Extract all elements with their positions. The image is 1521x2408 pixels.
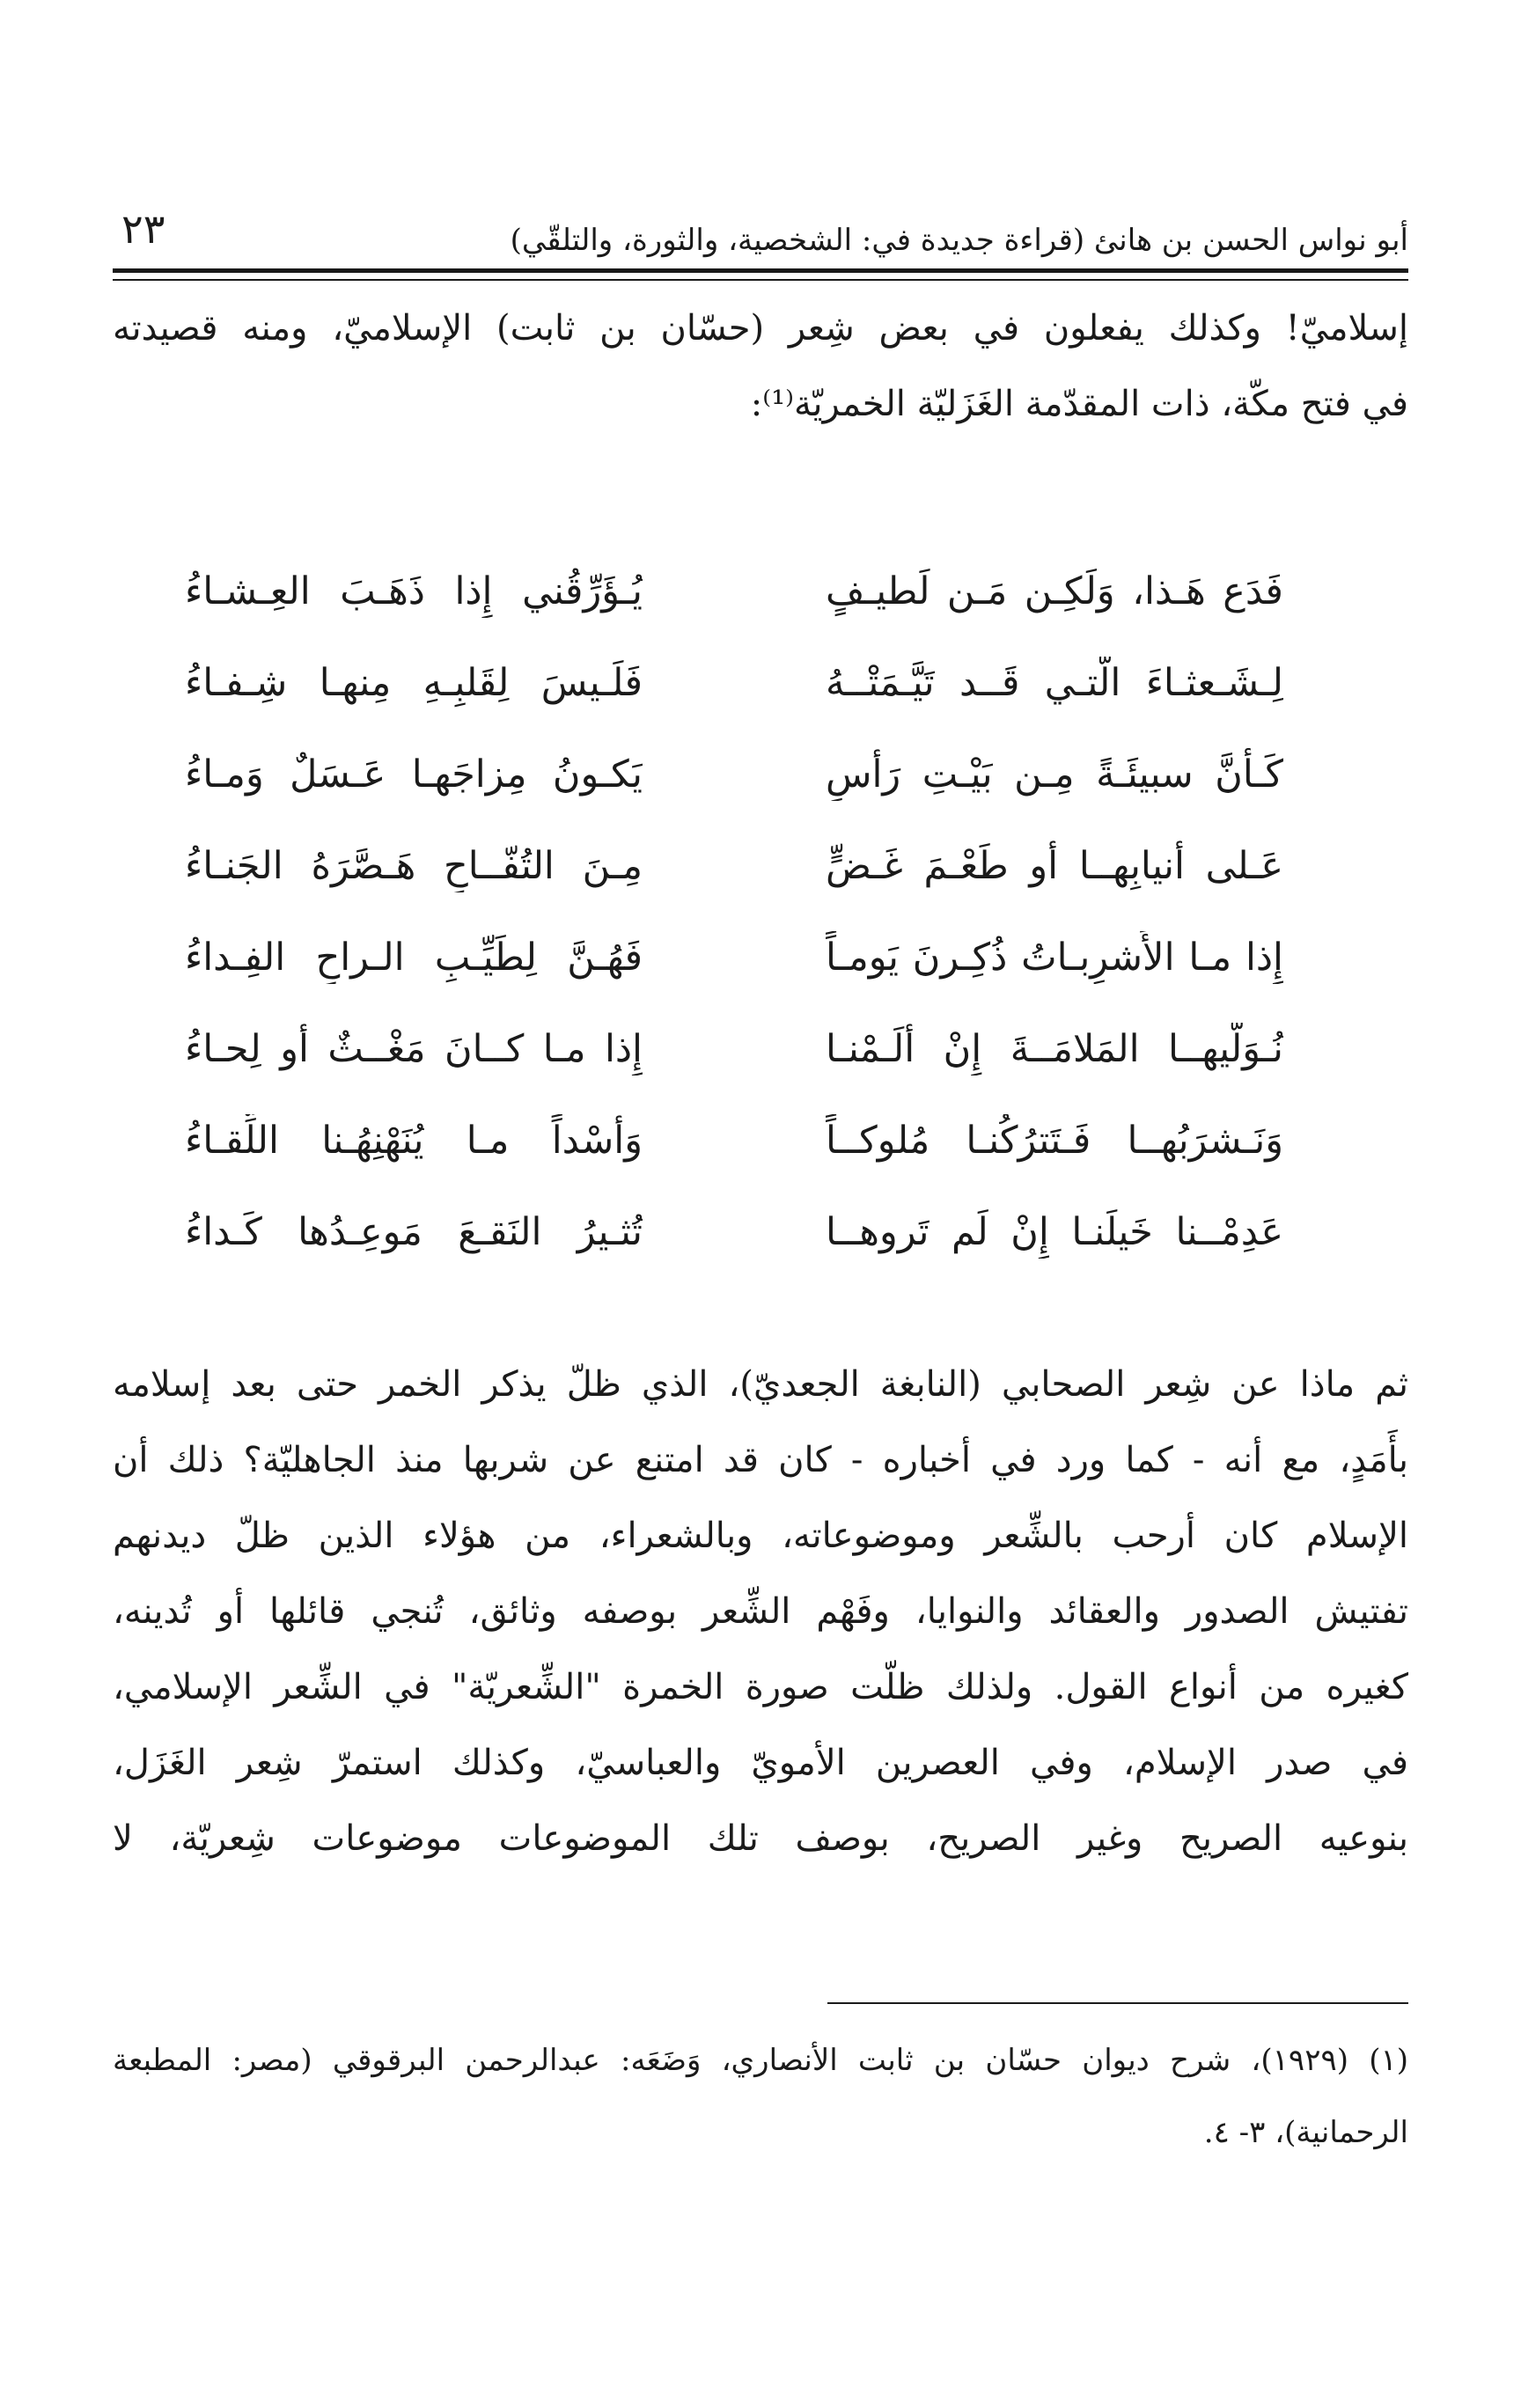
- body-paragraph: [113, 1347, 1408, 1876]
- verse-second-hemistich: وَأُسْداً مـا يُنَهْنِهُـنا اللِّقـاءُ: [185, 1119, 643, 1163]
- verse-first-hemistich: عَـلى أَنيابِهــا أَو طَعْـمَ غَـضٍّ: [826, 844, 1283, 888]
- intro-line: في فتح مكّة، ذات المقدّمة الغَزَليّة الخمريّة⁽¹⁾:: [750, 384, 1408, 424]
- verse-second-hemistich: إِذا مـا كــانَ مَغْــثٌ أَو لِحـاءُ: [185, 1027, 643, 1071]
- verse-second-hemistich: فَهُـنَّ لِطَيِّـبِ الـراحِ الفِـداءُ: [185, 936, 643, 980]
- footnote-line: الرحمانية)، ٣- ٤.: [1203, 2115, 1408, 2150]
- paragraph-line: الإسلام كان أرحب بالشِّعر وموضوعاته، وبالشعراء، من هؤلاء الذين ظلّ ديدنهم: [113, 1516, 1408, 1556]
- verse-first-hemistich: لِـشَـعثـاءَ الَّتـي قَــد تَيَّـمَتْــهُ: [826, 661, 1283, 705]
- paragraph-line: ثم ماذا عن شِعر الصحابي (النابغة الجعديّ)، الذي ظلّ يذكر الخمر حتى بعد إسلامه: [113, 1364, 1408, 1405]
- verse-second-hemistich: فَلَـيسَ لِقَلبِـهِ مِنهـا شِـفـاءُ: [185, 661, 643, 705]
- intro-line: إسلاميّ! وكذلك يفعلون في بعض شِعر (حسّان بن ثابت) الإسلاميّ، ومنه قصيدته: [113, 308, 1408, 349]
- verse-first-hemistich: نُـوَلّيهــا المَلامَــةَ إِنْ أَلَـمْنـا: [826, 1027, 1283, 1071]
- running-head: أبو نواس الحسن بن هانئ (قراءة جديدة في: الشخصية، والثورة، والتلقّي): [510, 223, 1408, 258]
- poem-verse: [185, 1003, 1283, 1095]
- poem-verse: [185, 912, 1283, 1003]
- paragraph-line: في صدر الإسلام، وفي العصرين الأمويّ والعباسيّ، وكذلك استمرّ شِعر الغَزَل،: [113, 1743, 1408, 1783]
- poem-verse: [185, 820, 1283, 912]
- verse-first-hemistich: إِذا مـا الأَشرِبـاتُ ذُكِـرنَ يَومـاً: [826, 936, 1283, 980]
- footnote: [113, 2024, 1408, 2169]
- poem-verse: [185, 637, 1283, 729]
- page-number: ٢٣: [121, 205, 165, 253]
- verse-second-hemistich: تُثـيرُ النَقـعَ مَوعِـدُها كَـداءُ: [185, 1210, 643, 1254]
- poem: [185, 546, 1283, 1278]
- header-rule-thin: [113, 279, 1408, 281]
- footnote-separator: [827, 2002, 1408, 2004]
- paragraph-line: بنوعيه الصريح وغير الصريح، بوصف تلك الموضوعات موضوعات شِعريّة، لا: [113, 1818, 1408, 1859]
- verse-first-hemistich: فَدَع هَـذا، وَلَكِـن مَـن لَطيـفٍ: [826, 569, 1283, 613]
- footnote-line: (١) (١٩٢٩)، شرح ديوان حسّان بن ثابت الأنصاري، وَضَعَه: عبدالرحمن البرقوقي (مصر: المطبعة: [113, 2043, 1408, 2078]
- verse-second-hemistich: مِـنَ التُفّــاحِ هَـصَّرَهُ الجَنـاءُ: [185, 844, 643, 888]
- paragraph-line: كغيره من أنواع القول. ولذلك ظلّت صورة الخمرة "الشِّعريّة" في الشِّعر الإسلامي،: [113, 1667, 1408, 1707]
- paragraph-line: تفتيش الصدور والعقائد والنوايا، وفَهْم الشِّعر بوصفه وثائق، تُنجي قائلها أو تُدينه،: [113, 1591, 1408, 1632]
- verse-second-hemistich: يَكـونُ مِزاجَهـا عَـسَلٌ وَمـاءُ: [185, 752, 643, 797]
- verse-first-hemistich: عَدِمْــنا خَيلَنـا إِنْ لَم تَروهــا: [826, 1210, 1283, 1254]
- poem-verse: [185, 546, 1283, 637]
- intro-paragraph: [113, 290, 1408, 442]
- verse-first-hemistich: وَنَـشرَبُهــا فَـتَترُكُنـا مُلوكــاً: [826, 1119, 1283, 1163]
- verse-second-hemistich: يُـؤَرِّقُني إِذا ذَهَـبَ العِـشـاءُ: [185, 569, 643, 613]
- poem-verse: [185, 729, 1283, 820]
- paragraph-line: بأَمَدٍ، مع أنه - كما ورد في أخباره - كان قد امتنع عن شربها منذ الجاهليّة؟ ذلك أن: [113, 1440, 1408, 1480]
- poem-verse: [185, 1186, 1283, 1278]
- header-rule-thick: [113, 268, 1408, 273]
- page-header: [113, 202, 1408, 264]
- verse-first-hemistich: كَـأَنَّ سبيئَـةً مِـن بَيْـتِ رَأسٍ: [826, 752, 1283, 797]
- poem-verse: [185, 1095, 1283, 1186]
